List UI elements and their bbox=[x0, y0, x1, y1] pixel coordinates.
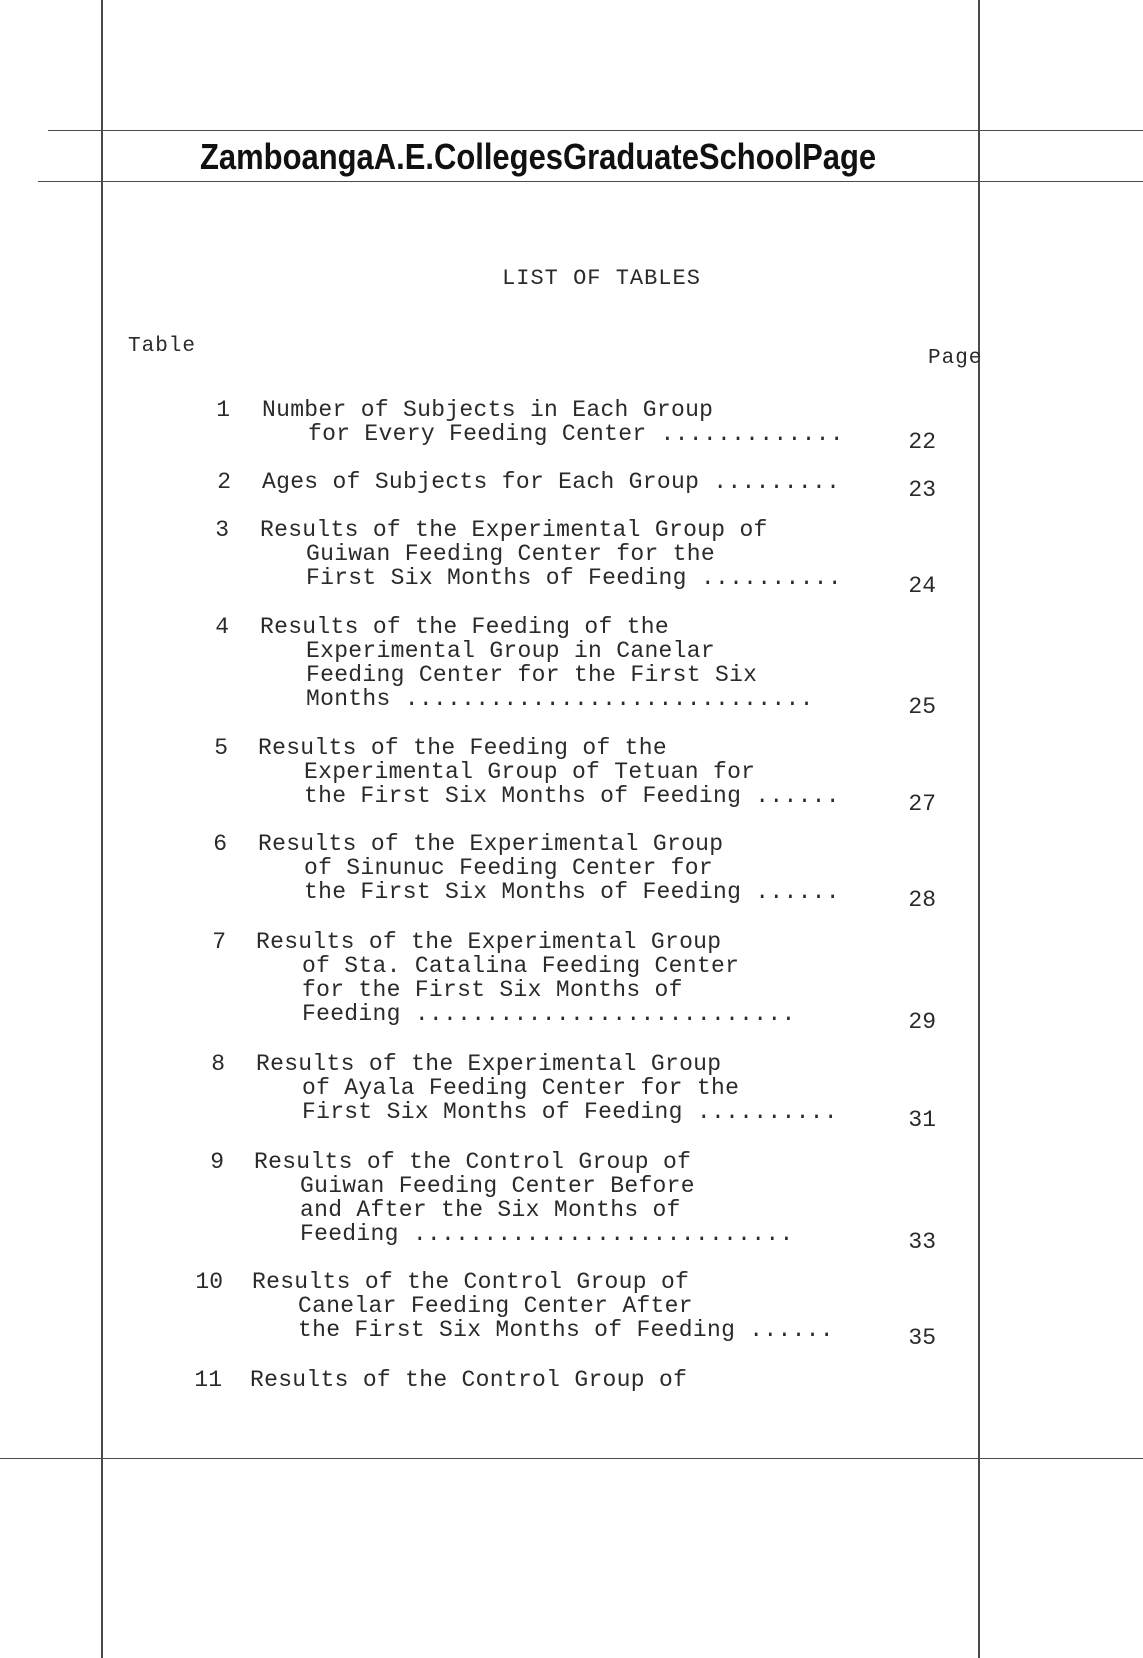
page-column-label: Page bbox=[928, 347, 983, 370]
entry-title-line: Results of the Experimental Group bbox=[258, 831, 724, 857]
entry-title-line: Number of Subjects in Each Group bbox=[262, 397, 714, 423]
page-title: LIST OF TABLES bbox=[502, 266, 701, 291]
letterhead-word: Colleges bbox=[433, 136, 564, 177]
entry-number: 4 bbox=[215, 614, 229, 640]
entry-title-line: Feeding ........................... bbox=[300, 1221, 794, 1247]
footer-rule bbox=[0, 1458, 1143, 1459]
entry-number: 2 bbox=[217, 469, 231, 495]
entry-page-number: 35 bbox=[908, 1325, 936, 1351]
entry-page-number: 22 bbox=[908, 429, 936, 455]
entry-title-line: Results of the Experimental Group bbox=[256, 929, 722, 955]
letterhead-word: Zamboanga bbox=[200, 136, 374, 177]
entry-title-line: Experimental Group in Canelar bbox=[306, 638, 715, 664]
letterhead-word: E. bbox=[404, 136, 434, 177]
entry-number: 11 bbox=[194, 1367, 222, 1393]
letterhead-word: Page bbox=[802, 136, 877, 177]
entry-title-line: the First Six Months of Feeding ...... bbox=[298, 1317, 834, 1343]
entry-page-number: 29 bbox=[908, 1009, 936, 1035]
entry-title-line: and After the Six Months of bbox=[300, 1197, 681, 1223]
entry-number: 8 bbox=[211, 1051, 225, 1077]
entry-title-line: of Ayala Feeding Center for the bbox=[302, 1075, 740, 1101]
entry-title-line: Results of the Feeding of the bbox=[260, 614, 669, 640]
letterhead-word: School bbox=[698, 136, 803, 177]
entry-title-line: Results of the Feeding of the bbox=[258, 735, 667, 761]
entry-title-line: Results of the Control Group of bbox=[250, 1367, 688, 1393]
header-bottom-rule bbox=[38, 181, 1143, 182]
entry-number: 1 bbox=[216, 397, 230, 423]
entry-title-line: Results of the Control Group of bbox=[254, 1149, 692, 1175]
entry-page-number: 27 bbox=[908, 791, 936, 817]
entry-number: 10 bbox=[195, 1269, 223, 1295]
letterhead-title bbox=[200, 136, 877, 178]
entry-page-number: 24 bbox=[908, 573, 936, 599]
letterhead-word: A. bbox=[373, 136, 405, 177]
entry-title-line: the First Six Months of Feeding ...... bbox=[304, 783, 840, 809]
entry-title-line: Results of the Control Group of bbox=[252, 1269, 690, 1295]
entry-title-line: Canelar Feeding Center After bbox=[298, 1293, 693, 1319]
entry-title-line: Feeding Center for the First Six bbox=[306, 662, 758, 688]
entry-number: 6 bbox=[213, 831, 227, 857]
entry-title-line: of Sinunuc Feeding Center for bbox=[304, 855, 713, 881]
entry-title-line: Months ............................. bbox=[306, 686, 814, 712]
entry-title-line: First Six Months of Feeding .......... bbox=[302, 1099, 838, 1125]
entry-number: 5 bbox=[214, 735, 228, 761]
entry-page-number: 31 bbox=[908, 1107, 936, 1133]
table-column-label: Table bbox=[128, 335, 197, 358]
entry-title-line: Ages of Subjects for Each Group ......... bbox=[262, 469, 841, 495]
header-top-rule bbox=[48, 130, 1143, 131]
entry-title-line: Experimental Group of Tetuan for bbox=[304, 759, 756, 785]
entry-title-line: Results of the Experimental Group bbox=[256, 1051, 722, 1077]
entry-number: 3 bbox=[215, 517, 229, 543]
entry-page-number: 25 bbox=[908, 694, 936, 720]
entry-title-line: for Every Feeding Center ............. bbox=[308, 421, 844, 447]
left-margin-rule bbox=[101, 0, 103, 1658]
entry-title-line: Guiwan Feeding Center for the bbox=[306, 541, 715, 567]
right-margin-rule bbox=[978, 0, 980, 1658]
entry-title-line: Feeding ........................... bbox=[302, 1001, 796, 1027]
entry-title-line: Results of the Experimental Group of bbox=[260, 517, 768, 543]
entry-page-number: 28 bbox=[908, 887, 936, 913]
entry-page-number: 23 bbox=[908, 477, 936, 503]
entry-title-line: the First Six Months of Feeding ...... bbox=[304, 879, 840, 905]
entry-title-line: for the First Six Months of bbox=[302, 977, 683, 1003]
entry-number: 7 bbox=[212, 929, 226, 955]
entry-number: 9 bbox=[210, 1149, 224, 1175]
letterhead-word: Graduate bbox=[563, 136, 699, 177]
entry-title-line: of Sta. Catalina Feeding Center bbox=[302, 953, 740, 979]
entry-title-line: First Six Months of Feeding .......... bbox=[306, 565, 842, 591]
entry-page-number: 33 bbox=[908, 1229, 936, 1255]
entry-title-line: Guiwan Feeding Center Before bbox=[300, 1173, 695, 1199]
